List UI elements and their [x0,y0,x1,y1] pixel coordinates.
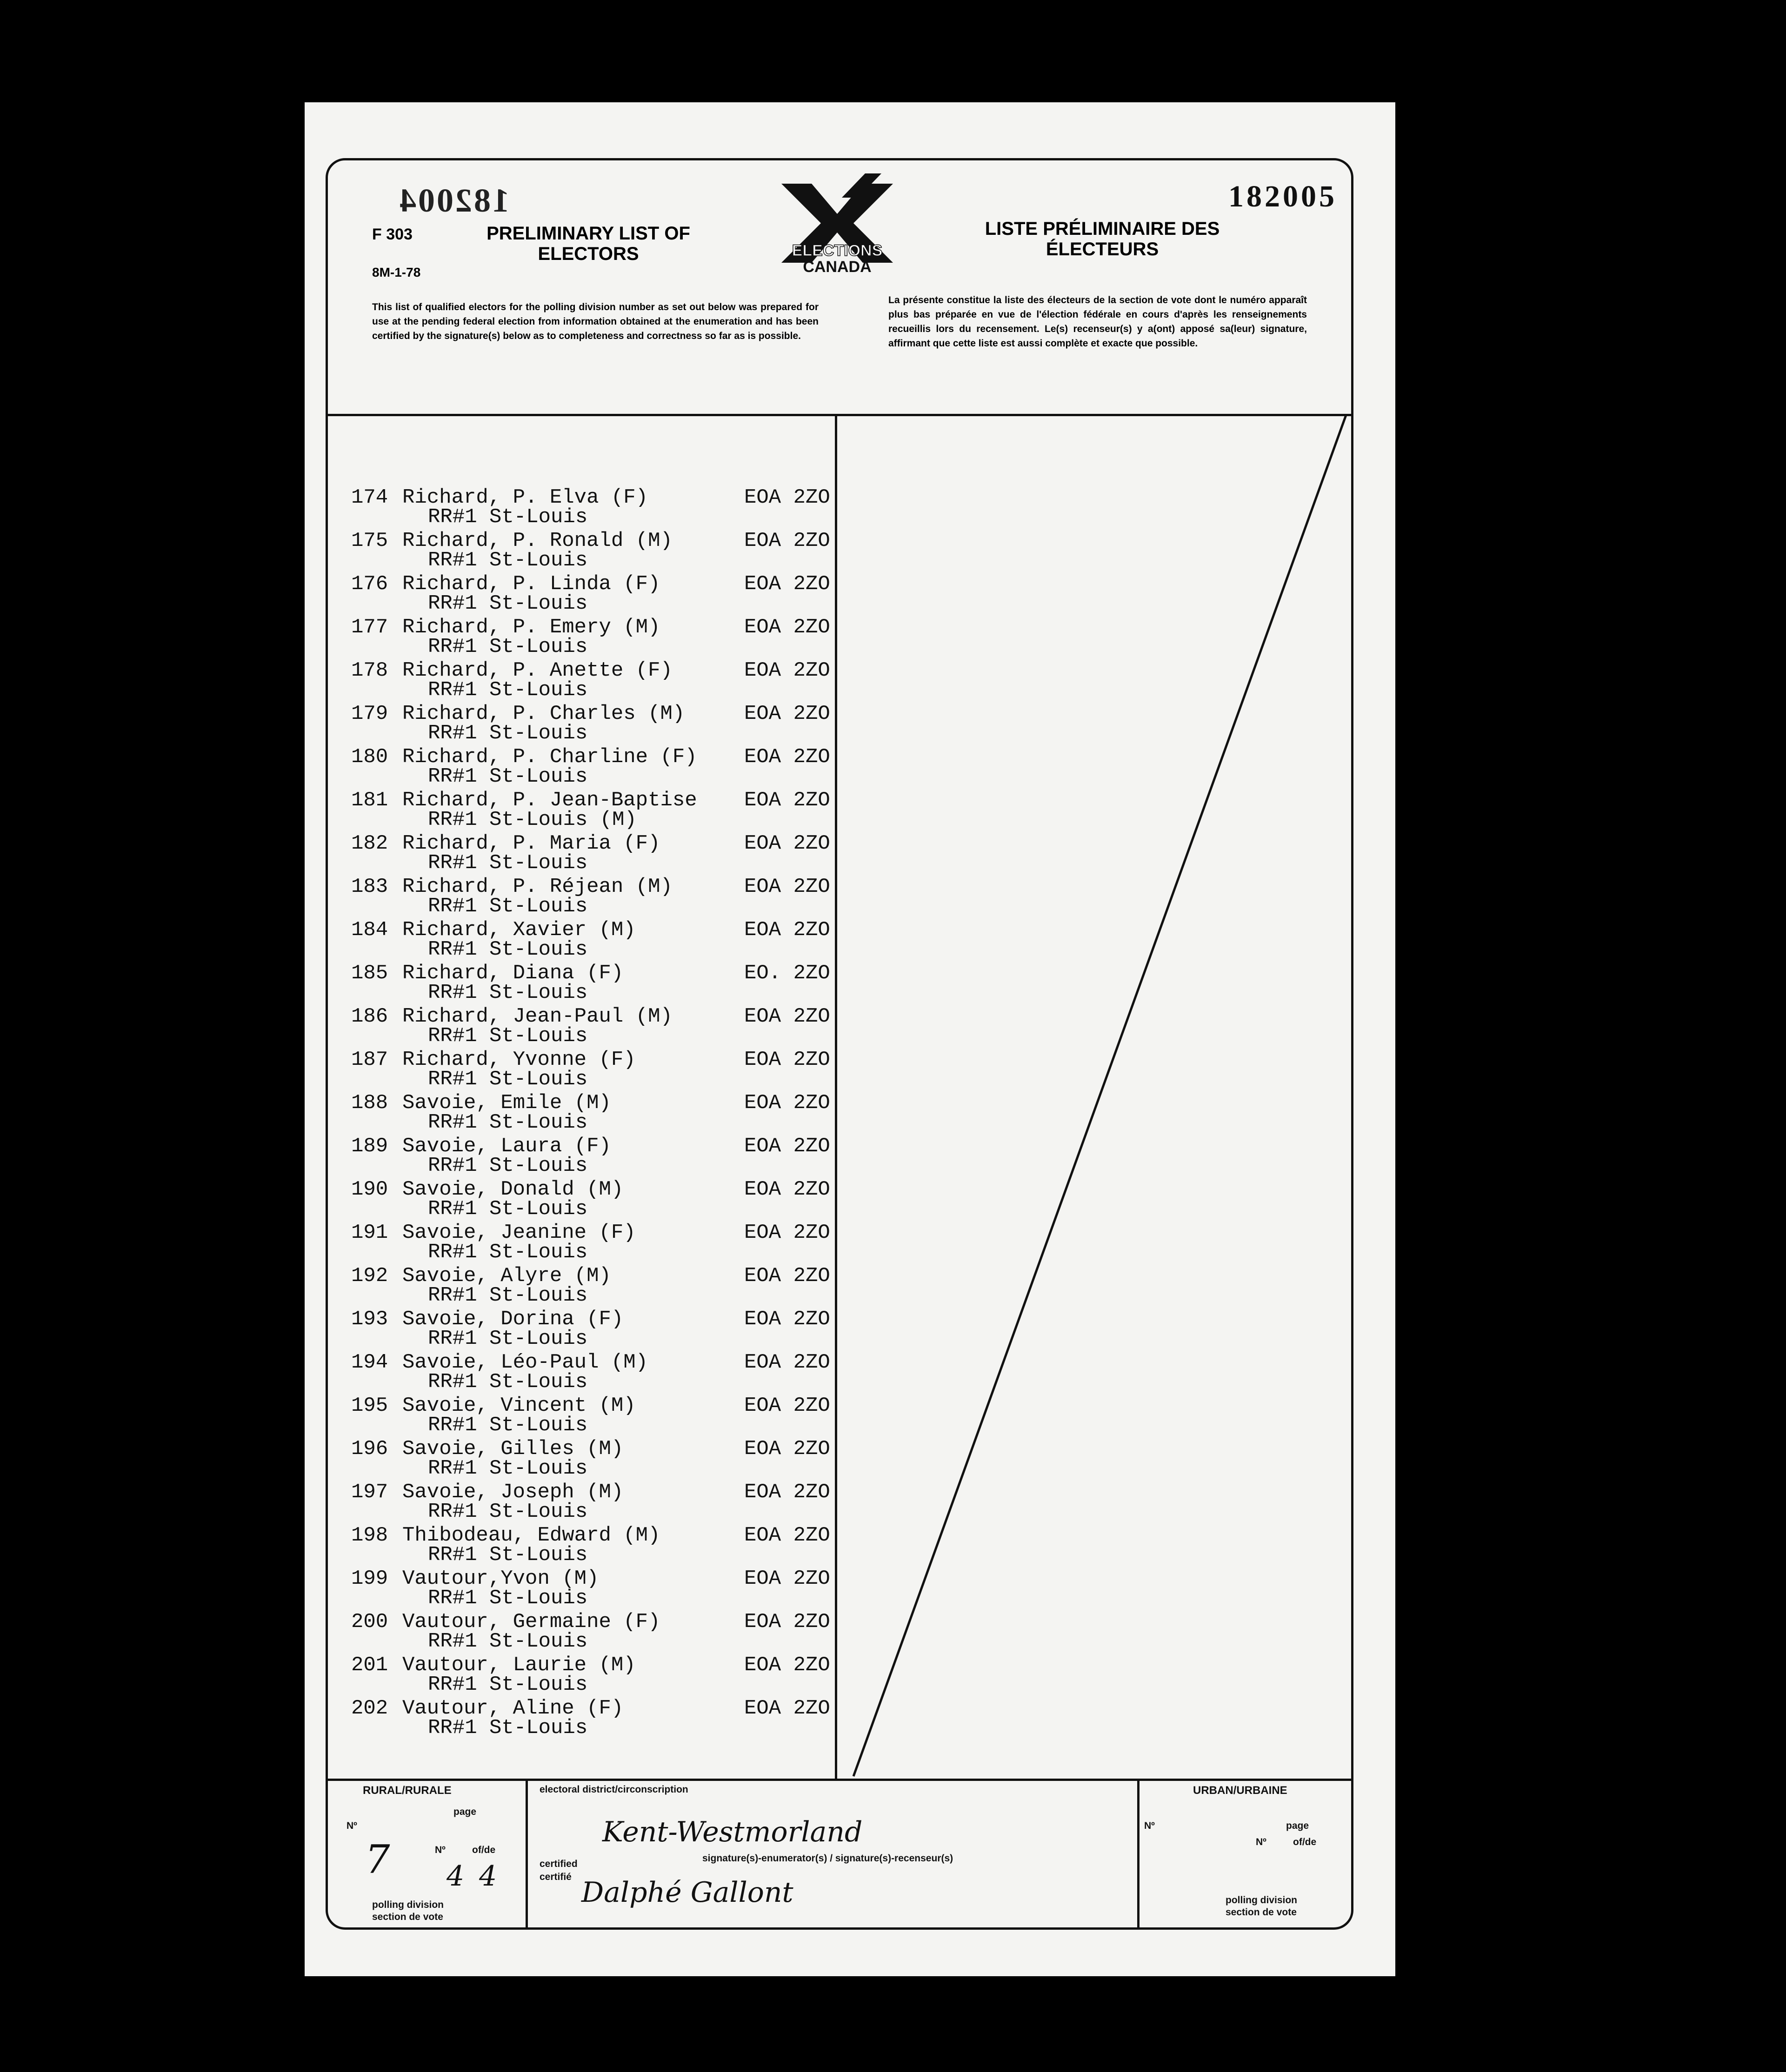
elector-postal-code: EOA 2ZO [744,1481,830,1504]
elector-entry [351,1091,840,1135]
elector-entry [351,486,840,529]
elector-postal-code: EOA 2ZO [744,832,830,855]
elector-postal-code: EOA 2ZO [744,1264,830,1288]
elector-postal-code: EOA 2ZO [744,1351,830,1374]
elector-postal-code: EOA 2ZO [744,1610,830,1634]
elector-postal-code: EOA 2ZO [744,1437,830,1461]
elector-name: Vautour, Aline (F) [402,1697,624,1720]
intro-text-english: This list of qualified electors for the polling division number as set out below was prepared for use at the pending federal election from information obtained at the enumeration and has been certified by the signature(s) below as to completeness and correctness so far as is possible. [372,302,819,341]
elector-number: 176 [351,572,388,596]
elector-entry [351,529,840,572]
elector-number: 190 [351,1178,388,1201]
elector-number: 184 [351,918,388,942]
elector-entry [351,1264,840,1308]
elector-name: Richard, P. Jean-Baptise [402,789,697,812]
elector-postal-code: EOA 2ZO [744,1394,830,1417]
elector-name: Richard, Yvonne (F) [402,1048,636,1071]
elector-name: Richard, P. Maria (F) [402,832,660,855]
elector-address: RR#1 St-Louis [428,505,588,529]
elector-postal-code: EOA 2ZO [744,1048,830,1071]
signature-label: signature(s)-enumerator(s) / signature(s)-recenseur(s) [702,1853,953,1864]
rural-no-label: Nº [347,1820,357,1831]
elector-postal-code: EOA 2ZO [744,529,830,552]
elector-entry [351,572,840,616]
elector-name: Richard, Diana (F) [402,962,624,985]
elector-entry [351,1654,840,1697]
elector-name: Richard, Xavier (M) [402,918,636,942]
elector-name: Savoie, Emile (M) [402,1091,611,1115]
elector-number: 178 [351,659,388,682]
elector-number: 189 [351,1135,388,1158]
elector-number: 195 [351,1394,388,1417]
elector-name: Savoie, Léo-Paul (M) [402,1351,648,1374]
elector-address: RR#1 St-Louis [428,1630,588,1653]
serial-number: 182005 [1228,179,1337,213]
elector-address: RR#1 St-Louis [428,765,588,788]
elector-entry [351,875,840,918]
form-number: F 303 [372,226,413,243]
elector-address: RR#1 St-Louis [428,592,588,615]
elector-address: RR#1 St-Louis [428,1068,588,1091]
footer-vdivider-2 [1137,1779,1140,1927]
elector-entry [351,1524,840,1567]
elector-postal-code: EOA 2ZO [744,1697,830,1720]
elector-number: 192 [351,1264,388,1288]
logo-text-canada: CANADA [803,258,872,276]
elector-list [351,486,840,1740]
elector-entry [351,1437,840,1481]
polling-division-number: 7 [365,1837,390,1882]
elector-name: Savoie, Donald (M) [402,1178,624,1201]
elector-address: RR#1 St-Louis [428,851,588,875]
elector-number: 182 [351,832,388,855]
elector-postal-code: EOA 2ZO [744,572,830,596]
elector-number: 201 [351,1654,388,1677]
elector-address: RR#1 St-Louis [428,1543,588,1567]
elector-entry [351,1697,840,1740]
elector-name: Savoie, Joseph (M) [402,1481,624,1504]
elector-entry [351,1005,840,1048]
elector-number: 174 [351,486,388,509]
elector-postal-code: EOA 2ZO [744,1178,830,1201]
elector-number: 199 [351,1567,388,1590]
elector-address: RR#1 St-Louis [428,1197,588,1221]
urban-page-label: page [1286,1820,1309,1831]
elector-postal-code: EOA 2ZO [744,1005,830,1028]
elector-address: RR#1 St-Louis [428,981,588,1004]
urban-no-label: Nº [1144,1820,1155,1831]
elector-name: Richard, P. Réjean (M) [402,875,673,898]
district-label: electoral district/circonscription [540,1784,688,1795]
page-total: 4 [479,1860,497,1893]
elector-postal-code: EOA 2ZO [744,702,830,725]
intro-text-french: La présente constitue la liste des électeurs de la section de vote dont le numéro apparaît plus bas préparée en vue de l'élection fédérale en cours d'après les renseignements recueillis lors du recensement. Le(s) recenseur(s) y a(ont) apposé sa(leur) signature, affirmant que cette liste est aussi complète et exacte que possible. [888,295,1307,349]
elector-name: Vautour, Laurie (M) [402,1654,636,1677]
elector-name: Savoie, Dorina (F) [402,1308,624,1331]
elector-name: Richard, P. Charline (F) [402,745,697,769]
elector-postal-code: EOA 2ZO [744,745,830,769]
elector-name: Richard, P. Ronald (M) [402,529,673,552]
elector-number: 183 [351,875,388,898]
elector-postal-code: EOA 2ZO [744,1221,830,1244]
elector-address: RR#1 St-Louis [428,1154,588,1177]
elector-postal-code: EOA 2ZO [744,875,830,898]
certified-label: certified [540,1859,578,1869]
urban-label: URBAN/URBAINE [1193,1784,1287,1797]
elector-name: Savoie, Vincent (M) [402,1394,636,1417]
polling-division-label: polling division [372,1899,444,1910]
elector-number: 180 [351,745,388,769]
elector-address: RR#1 St-Louis [428,1370,588,1394]
elector-name: Savoie, Jeanine (F) [402,1221,636,1244]
elector-name: Savoie, Alyre (M) [402,1264,611,1288]
elector-entry [351,1567,840,1610]
elector-entry [351,745,840,789]
elector-number: 179 [351,702,388,725]
elector-number: 202 [351,1697,388,1720]
elector-number: 188 [351,1091,388,1115]
elector-number: 198 [351,1524,388,1547]
rural-label: RURAL/RURALE [363,1784,452,1797]
elector-entry [351,1135,840,1178]
elector-postal-code: EOA 2ZO [744,486,830,509]
elector-name: Savoie, Gilles (M) [402,1437,624,1461]
elector-postal-code: EOA 2ZO [744,1567,830,1590]
elector-entry [351,918,840,962]
elector-number: 177 [351,616,388,639]
elector-number: 181 [351,789,388,812]
elector-number: 196 [351,1437,388,1461]
elector-postal-code: EOA 2ZO [744,789,830,812]
elector-address: RR#1 St-Louis [428,1111,588,1134]
elector-name: Vautour,Yvon (M) [402,1567,599,1590]
elector-name: Vautour, Germaine (F) [402,1610,660,1634]
elector-address: RR#1 St-Louis [428,938,588,961]
urban-page-of-label: of/de [1293,1837,1317,1847]
elector-entry [351,1308,840,1351]
elector-number: 185 [351,962,388,985]
elector-number: 191 [351,1221,388,1244]
elector-entry [351,1394,840,1437]
page-number: 4 [446,1860,465,1893]
elector-postal-code: EOA 2ZO [744,1654,830,1677]
elector-name: Richard, P. Charles (M) [402,702,685,725]
page-no-label: Nº [435,1845,446,1855]
urban-polling-label: polling division [1226,1895,1297,1906]
elector-entry [351,1178,840,1221]
elector-entry [351,789,840,832]
logo-text-elections: ELECTIONS [792,242,883,259]
elector-number: 193 [351,1308,388,1331]
elector-address: RR#1 St-Louis [428,635,588,658]
elector-address: RR#1 St-Louis [428,678,588,702]
elector-address: RR#1 St-Louis [428,1414,588,1437]
elector-number: 194 [351,1351,388,1374]
serial-number-mirrored: 182004 [398,182,509,219]
elector-entry [351,616,840,659]
certifie-label: certifié [540,1872,572,1882]
elector-postal-code: EOA 2ZO [744,1524,830,1547]
elector-entry [351,702,840,745]
elector-address: RR#1 St-Louis [428,1284,588,1307]
elector-entry [351,659,840,702]
elector-name: Richard, Jean-Paul (M) [402,1005,673,1028]
urban-section-label: section de vote [1226,1907,1297,1918]
elector-address: RR#1 St-Louis [428,895,588,918]
elector-entry [351,1481,840,1524]
elector-postal-code: EOA 2ZO [744,1308,830,1331]
elector-postal-code: EO. 2ZO [744,962,830,985]
form-frame [326,158,1353,1930]
cancel-diagonal-line [835,414,1351,1779]
section-de-vote-label: section de vote [372,1912,443,1922]
elector-entry [351,962,840,1005]
elector-number: 175 [351,529,388,552]
elector-number: 197 [351,1481,388,1504]
form-date: 8M-1-78 [372,265,421,279]
elector-address: RR#1 St-Louis [428,549,588,572]
elector-postal-code: EOA 2ZO [744,1091,830,1115]
elector-address: RR#1 St-Louis [428,1673,588,1696]
elector-entry [351,1351,840,1394]
elector-postal-code: EOA 2ZO [744,918,830,942]
elector-address: RR#1 St-Louis [428,1587,588,1610]
document-page [305,102,1395,1976]
elector-entry [351,832,840,875]
title-english: PRELIMINARY LIST OF ELECTORS [486,223,690,264]
elector-address: RR#1 St-Louis [428,1024,588,1048]
elector-name: Richard, P. Elva (F) [402,486,648,509]
elector-address: RR#1 St-Louis [428,1327,588,1350]
elector-entry [351,1610,840,1654]
urban-page-no-label: Nº [1256,1837,1266,1847]
elector-number: 187 [351,1048,388,1071]
elector-name: Richard, P. Emery (M) [402,616,660,639]
page-label: page [453,1806,477,1817]
elector-entry [351,1221,840,1264]
elector-postal-code: EOA 2ZO [744,1135,830,1158]
elector-entry [351,1048,840,1091]
district-value: Kent-Westmorland [602,1816,863,1848]
enumerator-signature: Dalphé Gallont [581,1876,793,1909]
elector-name: Richard, P. Linda (F) [402,572,660,596]
elector-address: RR#1 St-Louis [428,1500,588,1523]
elector-address: RR#1 St-Louis [428,1716,588,1740]
elector-address: RR#1 St-Louis [428,1457,588,1480]
footer-vdivider-1 [526,1779,528,1927]
page-of-label: of/de [472,1845,496,1855]
title-french: LISTE PRÉLIMINAIRE DES ÉLECTEURS [985,219,1220,259]
elector-name: Thibodeau, Edward (M) [402,1524,660,1547]
elector-postal-code: EOA 2ZO [744,659,830,682]
elections-canada-logo [767,170,907,277]
footer-divider [328,1779,1351,1781]
elector-postal-code: EOA 2ZO [744,616,830,639]
elector-name: Savoie, Laura (F) [402,1135,611,1158]
elector-address: RR#1 St-Louis [428,1241,588,1264]
elector-address: RR#1 St-Louis [428,722,588,745]
elector-number: 186 [351,1005,388,1028]
elector-address: RR#1 St-Louis (M) [428,808,637,831]
elector-number: 200 [351,1610,388,1634]
elector-name: Richard, P. Anette (F) [402,659,673,682]
